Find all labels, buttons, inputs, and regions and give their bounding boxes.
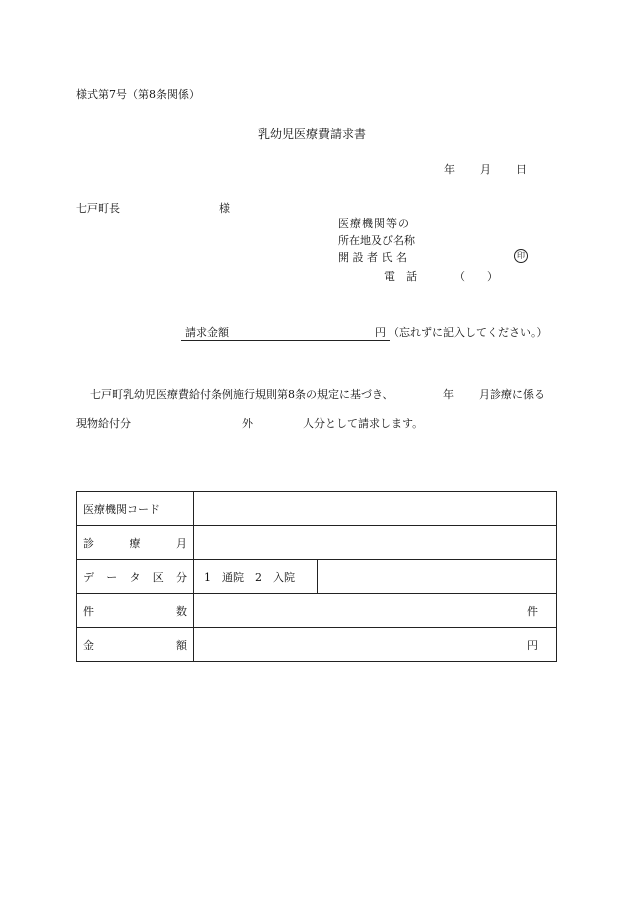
count-label: [77, 594, 194, 628]
claim-table: [76, 491, 557, 662]
amount-table-label: [77, 628, 194, 662]
count-field[interactable]: [194, 594, 557, 628]
body-line1-year: 年: [443, 388, 454, 401]
table-row-code: [77, 492, 557, 526]
count-label-char: 件: [83, 604, 94, 618]
page-title: 乳幼児医療費請求書: [258, 127, 367, 141]
code-label: [77, 492, 194, 526]
month-label-char: 診: [83, 536, 94, 550]
body-line1-b: 月診療に係る: [479, 388, 545, 401]
date-year-label: 年: [444, 163, 455, 176]
table-row-amount: [77, 628, 557, 662]
data-label-char: タ: [129, 570, 141, 584]
month-label: [77, 526, 194, 560]
body-line2-c: 人分として請求します。: [303, 417, 424, 430]
amount-table-unit: 円: [527, 638, 538, 652]
amount-field[interactable]: [194, 628, 557, 662]
addressee-honorific: 様: [219, 202, 230, 215]
data-label-char: 分: [176, 570, 187, 584]
form-number: 様式第7号（第8条関係）: [76, 88, 200, 101]
seal-icon: [514, 248, 528, 263]
table-row-month: [77, 526, 557, 560]
institution-label-1: 医療機関等の: [338, 217, 410, 230]
count-unit: 件: [527, 604, 538, 618]
code-field[interactable]: [194, 492, 557, 526]
body-line1-a: 七戸町乳幼児医療費給付条例施行規則第8条の規定に基づき、: [90, 388, 394, 401]
phone-label: 電 話: [384, 270, 417, 283]
seal-mark: 印: [514, 249, 528, 263]
phone-parentheses: （ ）: [454, 270, 498, 283]
body-line2-a: 現物給付分: [76, 417, 131, 430]
amount-label-char: 額: [176, 638, 187, 652]
date-month-label: 月: [480, 163, 491, 176]
institution-label-3: 開 設 者 氏 名: [338, 251, 407, 264]
data-options[interactable]: 1 通院 2 入院: [194, 560, 318, 593]
institution-label-2: 所在地及び名称: [338, 234, 415, 247]
month-field[interactable]: [194, 526, 557, 560]
amount-note: （忘れずに記入してください。）: [388, 326, 548, 339]
amount-label: 請求金額: [185, 326, 229, 339]
table-row-data: [77, 560, 557, 594]
amount-label-char: 金: [83, 638, 94, 652]
table-row-count: [77, 594, 557, 628]
data-label-char: 区: [152, 570, 164, 584]
data-label-char: ー: [106, 570, 118, 584]
month-label-char: 療: [129, 536, 141, 550]
data-label-char: デ: [83, 570, 94, 584]
amount-underline: [181, 340, 390, 341]
month-label-char: 月: [176, 536, 187, 550]
data-field: [194, 560, 557, 594]
amount-unit: 円: [375, 326, 386, 339]
date-day-label: 日: [516, 163, 527, 176]
body-line2-b: 外: [242, 417, 253, 430]
data-label: [77, 560, 194, 594]
count-label-char: 数: [176, 604, 187, 618]
addressee-name: 七戸町長: [76, 202, 120, 215]
code-label-text: 医療機関コード: [83, 502, 160, 516]
